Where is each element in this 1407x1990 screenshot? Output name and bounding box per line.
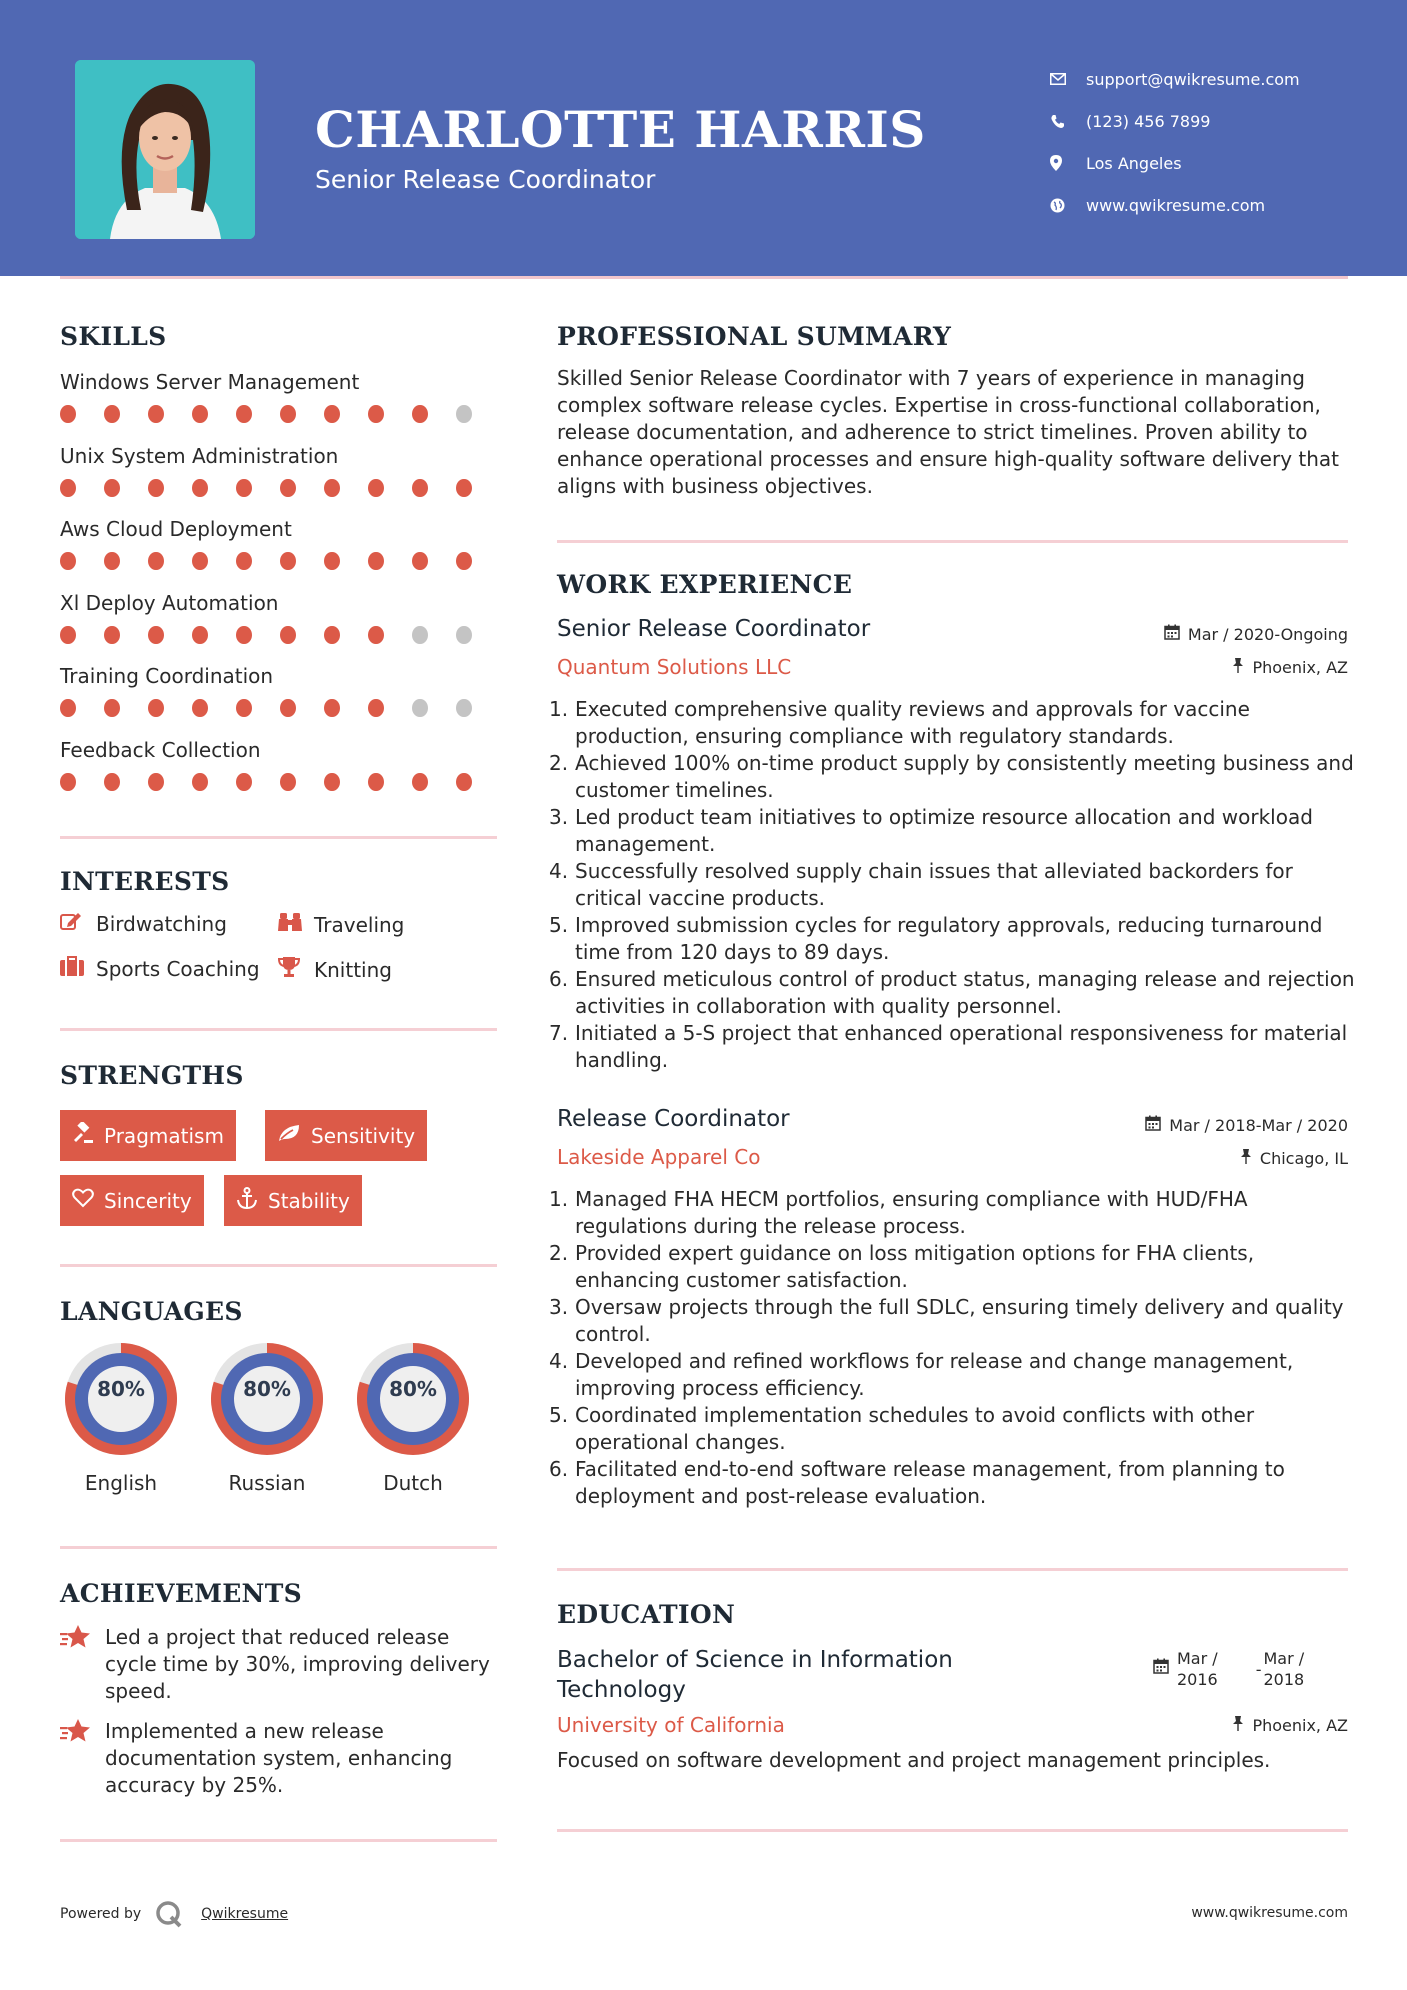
rating-dot-filled — [236, 479, 252, 497]
rating-dot-empty — [456, 699, 472, 717]
bullet-number: 6. — [549, 1457, 569, 1481]
rating-dot-filled — [368, 699, 384, 717]
contact-location — [1050, 142, 1300, 184]
bullet-text: Coordinated implementation schedules to avoid conflicts with other operational changes. — [575, 1403, 1255, 1454]
strengths-heading: STRENGTHS — [60, 1061, 244, 1090]
strength-tag — [60, 1175, 204, 1226]
rating-dot-filled — [368, 405, 384, 423]
bullet-text: Managed FHA HECM portfolios, ensuring compliance with HUD/FHA regulations during the release process. — [575, 1187, 1248, 1238]
interest-label: Knitting — [314, 957, 392, 982]
candidate-name: CHARLOTTE HARRIS — [315, 100, 926, 159]
globe-icon — [1050, 198, 1086, 213]
degree-line: Technology — [557, 1677, 686, 1703]
skill-name: Unix System Administration — [60, 443, 339, 468]
gavel-icon — [72, 1122, 94, 1149]
degree-line: Bachelor of Science in Information — [557, 1647, 953, 1673]
job-title: Release Coordinator — [557, 1106, 790, 1132]
bullet-number: 6. — [549, 967, 569, 991]
rating-dot-filled — [456, 552, 472, 570]
school-name: University of California — [557, 1713, 785, 1737]
trophy-icon — [278, 956, 314, 983]
rating-dot-filled — [324, 626, 340, 644]
interest-item — [60, 911, 227, 936]
education-start — [1177, 1648, 1218, 1690]
skill-item — [60, 735, 500, 809]
languages-heading: LANGUAGES — [60, 1297, 243, 1326]
bullet-text: Initiated a 5-S project that enhanced operational responsiveness for material handling. — [575, 1021, 1348, 1072]
skills-divider — [60, 836, 497, 839]
bullet-text: Led product team initiatives to optimize resource allocation and workload management. — [575, 805, 1313, 856]
skills-list — [60, 367, 500, 808]
rating-dot-filled — [236, 405, 252, 423]
rating-dot-filled — [368, 552, 384, 570]
rating-dot-filled — [148, 479, 164, 497]
edit-icon — [60, 911, 96, 936]
footer-powered-by — [60, 1900, 288, 1928]
company-name: Quantum Solutions LLC — [557, 655, 792, 679]
rating-dot-filled — [324, 479, 340, 497]
summary-divider — [557, 540, 1348, 543]
star-badge-icon — [60, 1624, 105, 1705]
qwikresume-logo-icon — [155, 1900, 183, 1928]
envelope-icon — [1050, 73, 1086, 85]
strength-label: Stability — [268, 1188, 350, 1213]
rating-dot-empty — [412, 699, 428, 717]
job-location — [1232, 657, 1348, 677]
skill-item — [60, 661, 500, 735]
bullet-text: Ensured meticulous control of product status, managing release and rejection activities in collaboration with quality personnel. — [575, 967, 1355, 1018]
strength-label: Pragmatism — [104, 1123, 224, 1148]
languages-divider — [60, 1546, 497, 1549]
skill-rating — [60, 405, 500, 423]
rating-dot-filled — [368, 773, 384, 791]
rating-dot-filled — [236, 699, 252, 717]
strengths-divider — [60, 1264, 497, 1267]
rating-dot-filled — [192, 773, 208, 791]
interests-heading: INTERESTS — [60, 867, 230, 896]
person-portrait-icon — [75, 60, 255, 239]
skill-rating — [60, 479, 500, 497]
bullet-number: 1. — [549, 1187, 569, 1211]
rating-dot-filled — [148, 626, 164, 644]
rating-dot-empty — [412, 626, 428, 644]
achievements-heading: ACHIEVEMENTS — [60, 1579, 302, 1608]
calendar-icon — [1153, 1658, 1169, 1678]
skills-heading: SKILLS — [60, 322, 167, 351]
strength-tag — [60, 1110, 236, 1161]
language-percent: 80% — [97, 1377, 145, 1401]
achievement-text: Implemented a new release documentation system, enhancing accuracy by 25%. — [105, 1719, 453, 1797]
job-dates — [1145, 1115, 1348, 1135]
bullet-number: 5. — [549, 1403, 569, 1427]
rating-dot-filled — [104, 626, 120, 644]
rating-dot-filled — [148, 405, 164, 423]
job-location — [1240, 1148, 1348, 1168]
rating-dot-filled — [104, 699, 120, 717]
rating-dot-filled — [280, 552, 296, 570]
language-name: Dutch — [383, 1471, 443, 1495]
interests-divider — [60, 1028, 497, 1031]
briefcase-icon — [60, 956, 96, 981]
job-bullet-list — [549, 696, 1357, 1074]
bullet-number: 1. — [549, 697, 569, 721]
education-dates — [1153, 1648, 1304, 1690]
job-bullet — [549, 804, 1357, 858]
job-bullet — [549, 1294, 1357, 1348]
job-bullet — [549, 912, 1357, 966]
interest-item — [278, 911, 404, 938]
strength-tag — [265, 1110, 427, 1161]
job-title: Senior Release Coordinator — [557, 616, 871, 642]
bullet-number: 4. — [549, 859, 569, 883]
rating-dot-filled — [192, 405, 208, 423]
rating-dot-filled — [60, 626, 76, 644]
rating-dot-filled — [324, 405, 340, 423]
skill-name: Xl Deploy Automation — [60, 590, 279, 615]
education-end-month: Mar / — [1263, 1649, 1305, 1668]
education-divider — [557, 1829, 1348, 1832]
rating-dot-filled — [412, 479, 428, 497]
pushpin-icon — [1232, 1715, 1244, 1735]
achievement-item — [60, 1718, 500, 1799]
phone-icon — [1050, 114, 1086, 129]
rating-dot-filled — [280, 773, 296, 791]
achievements-divider — [60, 1839, 497, 1842]
bullet-text: Facilitated end-to-end software release management, from planning to deployment and post-release evaluation. — [575, 1457, 1285, 1508]
bullet-text: Successfully resolved supply chain issues that alleviated backorders for critical vaccine products. — [575, 859, 1293, 910]
job-bullet — [549, 858, 1357, 912]
skill-rating — [60, 552, 500, 570]
rating-dot-filled — [60, 479, 76, 497]
education-end — [1264, 1648, 1305, 1690]
language-name: English — [84, 1471, 158, 1495]
rating-dot-filled — [412, 773, 428, 791]
skill-rating — [60, 699, 500, 717]
experience-heading: WORK EXPERIENCE — [557, 570, 853, 599]
date-separator: - — [1255, 1660, 1262, 1679]
bullet-text: Improved submission cycles for regulatory approvals, reducing turnaround time from 120 days to 89 days. — [575, 913, 1323, 964]
skill-rating — [60, 773, 500, 791]
rating-dot-filled — [148, 552, 164, 570]
skill-item — [60, 514, 500, 588]
strength-label: Sincerity — [104, 1188, 192, 1213]
rating-dot-filled — [192, 552, 208, 570]
skill-name: Feedback Collection — [60, 737, 261, 762]
education-heading: EDUCATION — [557, 1600, 736, 1629]
contact-list — [1050, 58, 1300, 226]
bullet-number: 7. — [549, 1021, 569, 1045]
interest-item — [60, 956, 260, 981]
interest-label: Sports Coaching — [96, 956, 260, 981]
rating-dot-filled — [280, 626, 296, 644]
bullet-text: Achieved 100% on-time product supply by consistently meeting business and customer timelines. — [575, 751, 1354, 802]
education-end-year: 2018 — [1263, 1670, 1305, 1689]
rating-dot-filled — [60, 699, 76, 717]
job-bullet — [549, 1402, 1357, 1456]
job-bullet-list — [549, 1186, 1357, 1510]
anchor-icon — [236, 1187, 258, 1214]
skill-name: Windows Server Management — [60, 370, 360, 394]
education-description: Focused on software development and project management principles. — [557, 1748, 1271, 1772]
rating-dot-filled — [324, 552, 340, 570]
rating-dot-filled — [148, 773, 164, 791]
footer-website-link[interactable]: www.qwikresume.com — [1191, 1905, 1348, 1921]
rating-dot-filled — [368, 479, 384, 497]
calendar-icon — [1145, 1115, 1161, 1135]
rating-dot-filled — [456, 773, 472, 791]
job-bullet — [549, 1186, 1357, 1240]
contact-email-text: support@qwikresume.com — [1086, 69, 1300, 89]
job-dates-text: Mar / 2020-Ongoing — [1187, 624, 1348, 644]
rating-dot-filled — [236, 773, 252, 791]
rating-dot-filled — [192, 626, 208, 644]
bullet-text: Developed and refined workflows for release and change management, improving process efficiency. — [575, 1349, 1294, 1400]
job-dates — [1164, 624, 1348, 644]
language-name: Russian — [228, 1471, 306, 1495]
bullet-text: Provided expert guidance on loss mitigation options for FHA clients, enhancing customer satisfaction. — [575, 1241, 1255, 1292]
rating-dot-filled — [104, 405, 120, 423]
strength-tag — [224, 1175, 362, 1226]
summary-heading: PROFESSIONAL SUMMARY — [557, 322, 952, 351]
bullet-number: 4. — [549, 1349, 569, 1373]
candidate-title: Senior Release Coordinator — [315, 165, 656, 194]
rating-dot-filled — [148, 699, 164, 717]
rating-dot-filled — [60, 773, 76, 791]
interest-label: Traveling — [314, 912, 405, 937]
job-location-text: Phoenix, AZ — [1252, 657, 1348, 677]
profile-photo — [75, 60, 255, 239]
rating-dot-filled — [104, 773, 120, 791]
contact-website-text: www.qwikresume.com — [1086, 195, 1266, 215]
skill-item — [60, 441, 500, 515]
contact-phone-text: (123) 456 7899 — [1086, 111, 1211, 131]
contact-email[interactable] — [1050, 58, 1300, 100]
rating-dot-filled — [192, 699, 208, 717]
degree-name — [557, 1645, 953, 1705]
rating-dot-empty — [456, 405, 472, 423]
education-start-year: 2016 — [1177, 1670, 1218, 1689]
rating-dot-filled — [104, 479, 120, 497]
pushpin-icon — [1232, 657, 1244, 677]
header-divider — [60, 276, 1348, 279]
map-pin-icon — [1050, 155, 1086, 171]
job-bullet — [549, 1456, 1357, 1510]
company-name: Lakeside Apparel Co — [557, 1145, 761, 1169]
skill-item — [60, 588, 500, 662]
bullet-number: 3. — [549, 1295, 569, 1319]
rating-dot-filled — [324, 699, 340, 717]
language-item — [59, 1337, 183, 1495]
bullet-number: 2. — [549, 751, 569, 775]
rating-dot-filled — [236, 552, 252, 570]
job-location-text: Chicago, IL — [1259, 1148, 1348, 1168]
bullet-number: 2. — [549, 1241, 569, 1265]
rating-dot-filled — [60, 405, 76, 423]
achievement-text: Led a project that reduced release cycle time by 30%, improving delivery speed. — [105, 1625, 490, 1703]
rating-dot-empty — [456, 626, 472, 644]
rating-dot-filled — [280, 405, 296, 423]
rating-dot-filled — [104, 552, 120, 570]
leaf-icon — [277, 1123, 301, 1148]
rating-dot-filled — [60, 552, 76, 570]
rating-dot-filled — [192, 479, 208, 497]
education-location-text: Phoenix, AZ — [1252, 1715, 1348, 1735]
rating-dot-filled — [280, 479, 296, 497]
language-percent: 80% — [243, 1377, 291, 1401]
job-bullet — [549, 1020, 1357, 1074]
language-item — [351, 1337, 475, 1495]
education-start-month: Mar / — [1177, 1649, 1218, 1668]
bullet-number: 3. — [549, 805, 569, 829]
achievement-item — [60, 1624, 500, 1705]
job-bullet — [549, 1348, 1357, 1402]
heart-icon — [72, 1188, 94, 1213]
job-bullet — [549, 750, 1357, 804]
job-bullet — [549, 966, 1357, 1020]
star-badge-icon — [60, 1718, 105, 1799]
education-location — [1232, 1715, 1348, 1735]
skill-item — [60, 367, 500, 441]
brand-link[interactable]: Qwikresume — [201, 1906, 289, 1922]
rating-dot-filled — [456, 479, 472, 497]
binoculars-icon — [278, 911, 314, 938]
job-bullet — [549, 1240, 1357, 1294]
interest-label: Birdwatching — [96, 911, 227, 936]
pushpin-icon — [1240, 1148, 1252, 1168]
resume-header — [0, 0, 1407, 276]
powered-by-label: Powered by — [60, 1906, 142, 1922]
bullet-text: Executed comprehensive quality reviews and approvals for vaccine production, ensuring compliance with regulatory standards. — [575, 697, 1250, 748]
contact-phone[interactable] — [1050, 100, 1300, 142]
contact-website[interactable] — [1050, 184, 1300, 226]
rating-dot-filled — [412, 552, 428, 570]
bullet-text: Oversaw projects through the full SDLC, ensuring timely delivery and quality control. — [575, 1295, 1344, 1346]
job-dates-text: Mar / 2018-Mar / 2020 — [1169, 1115, 1348, 1135]
contact-location-text: Los Angeles — [1086, 153, 1182, 173]
rating-dot-filled — [368, 626, 384, 644]
rating-dot-filled — [324, 773, 340, 791]
rating-dot-filled — [236, 626, 252, 644]
interest-item — [278, 956, 392, 983]
bullet-number: 5. — [549, 913, 569, 937]
skill-rating — [60, 626, 500, 644]
calendar-icon — [1164, 624, 1180, 644]
strength-label: Sensitivity — [311, 1123, 416, 1148]
language-percent: 80% — [389, 1377, 437, 1401]
rating-dot-filled — [412, 405, 428, 423]
experience-divider — [557, 1568, 1348, 1571]
skill-name: Training Coordination — [60, 664, 274, 688]
language-item — [205, 1337, 329, 1495]
skill-name: Aws Cloud Deployment — [60, 517, 292, 541]
job-bullet — [549, 696, 1357, 750]
rating-dot-filled — [280, 699, 296, 717]
summary-text: Skilled Senior Release Coordinator with 7 years of experience in managing complex software release cycles. Expertise in cross-functional collaboration, release documentation, and adherence to strict timelines. Proven ability to enhance operational processes and ensure high-quality software delivery that aligns with business objectives. — [557, 366, 1340, 498]
